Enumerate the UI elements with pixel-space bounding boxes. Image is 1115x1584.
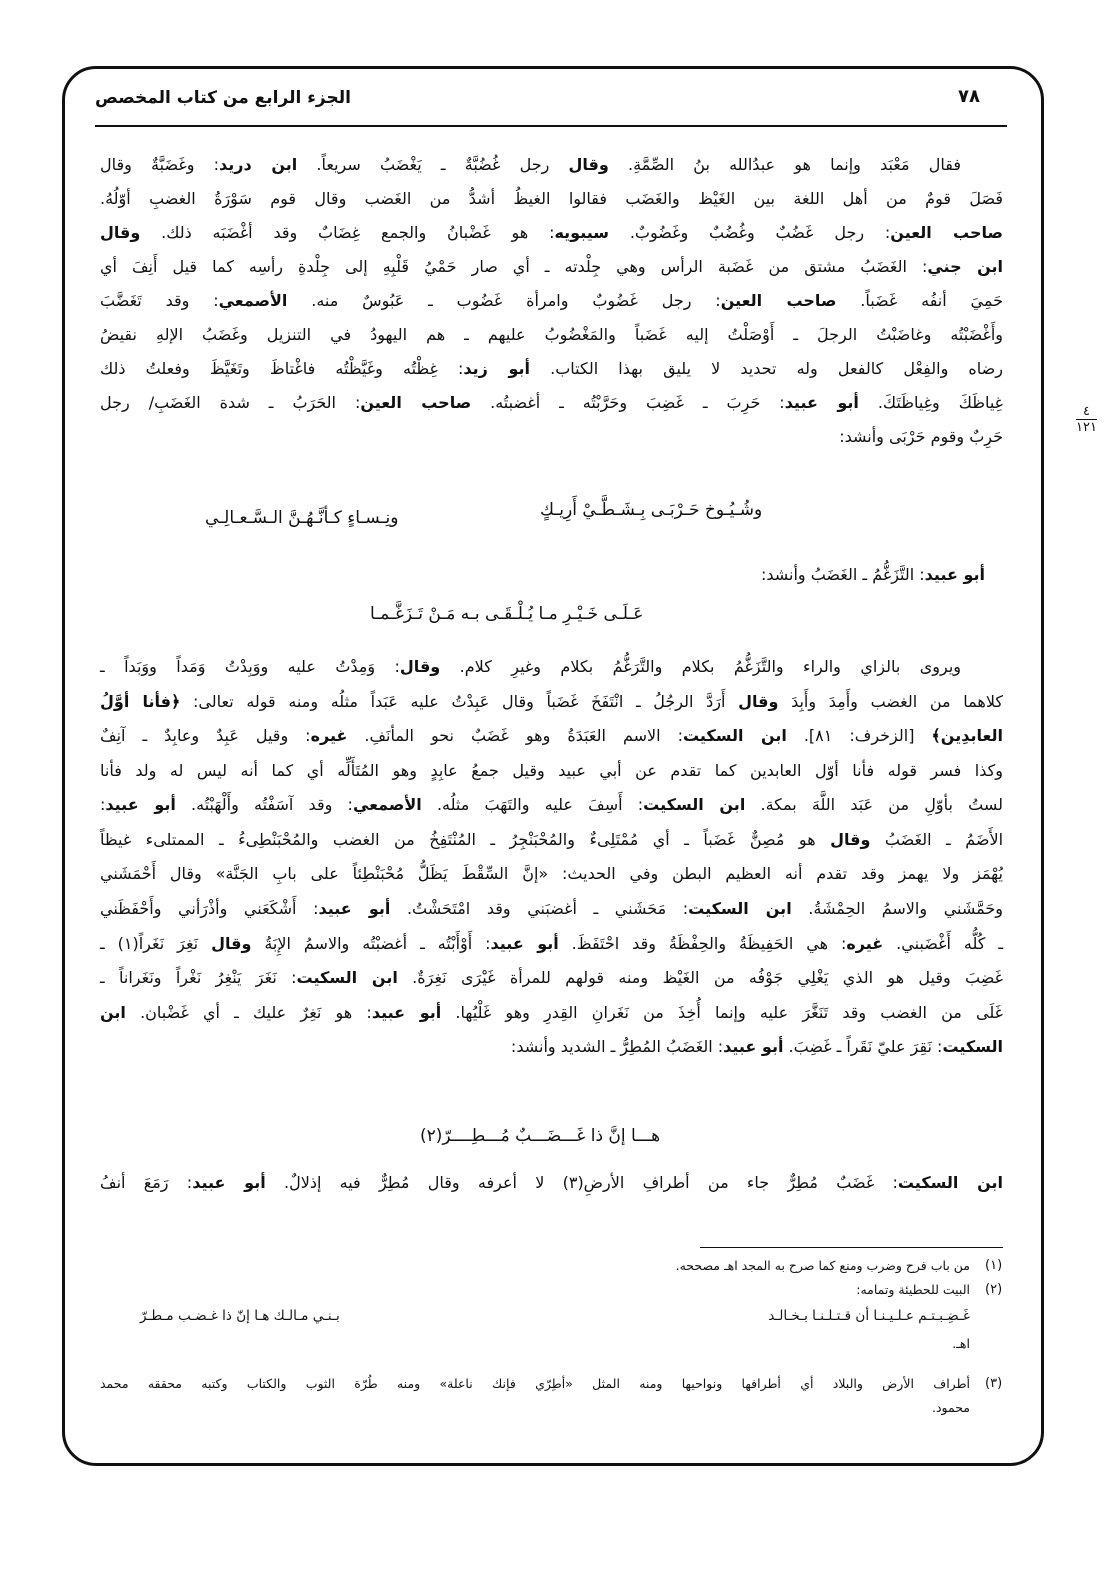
text-line	[100, 859, 1003, 889]
text-segment: : وقد تَغَضَّبَ	[100, 291, 219, 310]
text-segment: : مَحَشَني ـ أغضبَني وقد امْتَحَشْتُ.	[390, 899, 689, 918]
author-name: ابن	[100, 1003, 126, 1022]
text-line	[100, 184, 1003, 214]
author-name: وقال	[568, 155, 609, 174]
author-name: أبو عبيد	[784, 393, 859, 412]
running-header-title: الجزء الرابع من كتاب المخصص	[95, 88, 351, 108]
text-line	[100, 150, 961, 180]
author-name: غيره	[846, 934, 884, 953]
author-name: أبو زيد	[463, 359, 531, 378]
text-segment: : حَرِبَ ـ غَضِبَ وحَرَّبْتُه ـ أغضبتُه.	[471, 393, 785, 412]
author-name: أبو عبيد	[318, 899, 391, 918]
text-line	[100, 721, 1003, 751]
text-segment: : نَقِرَ عليّ نَقَراً ـ غَضِبَ.	[783, 1037, 943, 1056]
author-name: أبو عبيد	[105, 795, 176, 814]
text-segment: غِياظَكَ وغِياظَتَكَ.	[858, 393, 1004, 412]
author-name: وقال	[100, 223, 141, 242]
text-segment: كلاهما من الغضب وأَمِدَ وأَبِدَ	[778, 692, 1004, 711]
text-segment: غَلَى من الغضب وقد تَنَغَّرَ عليه وإنما أُخِذَ من نَغَرانِ القِدرِ وهو غَلْيُها.	[441, 1003, 1004, 1022]
text-line	[100, 1032, 1003, 1062]
author-name: ﴿فأنا أوَّلُ	[100, 692, 181, 711]
text-line	[100, 354, 1003, 384]
text-segment: فقال مَعْبَد وإنما هو عبدُالله بنُ الصِّمَّةِ.	[608, 155, 962, 174]
text-segment: لستُ بأوّلِ من عَبَد اللَّهَ بمكة.	[745, 795, 1004, 814]
author-name: الأصمعي	[218, 291, 288, 310]
margin-note	[1076, 404, 1097, 435]
text-segment: : وقيل عَبِدٌ وعابِدٌ ـ آنِفٌ	[100, 726, 311, 745]
text-line	[100, 286, 1003, 316]
text-segment: : التَّزَغُّمُ ـ الغَضَبُ وأنشد:	[760, 565, 925, 584]
author-name: وقال	[738, 692, 779, 711]
text-line	[100, 929, 1003, 959]
text-segment: هو مُصِنٌّ غَضَباً ـ أي مُمْتَلِىءٌ والمُحْبَنْجِرُ ـ المُنْتَفِخُ من الغضب والمُحْبَنْطِىءُ ـ الممتلىء غيظاً	[100, 830, 831, 849]
author-name: ابن السكيت	[296, 968, 398, 987]
footnote-2-verse-second: بـنـي مـالـك هـا إنّ ذا غـضـب مـطـرّ	[140, 1308, 340, 1324]
author-name: وقال	[399, 657, 441, 676]
text-segment: : رَمَعَ أنفُ	[100, 1173, 193, 1192]
verse-1-first-hemistich: وشُـيُـوخ حَـرْبَـى بِـشَـطَّـيْ أَرِيـكٍ	[540, 500, 763, 520]
author-name: أبو عبيد	[723, 1037, 784, 1056]
text-segment: فَصَلَ قومٌ من أهل اللغة بين الغَيْظ والغَضَب فقالوا الغيظُ أشدُّ من الغَضب وقال قوم سَوْرَةُ الغضبِ أوّلُهُ.	[100, 189, 1003, 208]
text-segment: : الحَرَبُ ـ شدة الغَضَبِ/ رجل	[100, 393, 361, 412]
author-name: أبو عبيد	[490, 934, 559, 953]
author-name: صاحب العين	[720, 291, 837, 310]
text-segment: رضاه والفِعْل كالفعل وله تحديد لا يليق بهذا الكتاب.	[530, 359, 1003, 378]
footnote-2-end: اهـ.	[952, 1336, 970, 1351]
text-segment: : غَضَبٌ مُطِرٌّ جاء من أطرافِ الأرضِ(٣) لا أعرفه وقال مُطِرٌّ فيه إذلالٌ.	[265, 1173, 898, 1192]
text-segment: : الاسم العَبَدَةُ وهو غَضَبٌ نحو المأنَفِ.	[347, 726, 683, 745]
text-line	[100, 998, 1003, 1028]
text-segment: : هو غَضْبانُ والجمع غِضَابٌ وقد أغْضَبَه ذلك.	[140, 223, 555, 242]
text-segment: يُهْمَز ولا يهمز وقد تقدم أنه العظيم البطن وفي الحديث: «إنَّ السِّقْطَ يَظَلُّ مُحْبَنْطِئاً على بابِ الجَنَّة» وقال أَحْمَشَني	[100, 864, 1003, 883]
text-segment: : أَسِفَ عليه والتَهَبَ مثلُه.	[421, 795, 644, 814]
verse-3: هـــا إنَّ ذا غَـــضَـــبٌ مُـــطِــــرّ(٢)	[420, 1126, 661, 1146]
text-line	[100, 652, 961, 682]
margin-note-volume: ٤	[1076, 404, 1097, 420]
text-segment: وأَغْضَبْتُه وغاضَبْتُ الرجلَ ـ أَوْصَلْتُ إليه غَضَباً والمَغْضُوبُ عليهم ـ هم اليهودُ في التنزيل وغَضَبُ الإلهِ نقيضُ	[100, 325, 1003, 344]
text-segment: حَمِيَ أنفُه غَضَباً.	[836, 291, 1003, 310]
footnote-1-text: من باب فرح وضرب ومنع كما صرح به المجد اهـ مصححه.	[675, 1258, 970, 1273]
text-segment: : الغَضَبُ مشتق من غَضَبة الرأس وهي جِلْدته ـ أي صار حَمْيُ قَلْبِهِ إلى جِلْدةِ رأسِه كما قيل أَنِفَ أي	[100, 257, 928, 276]
footnote-3-text-cont: محمود.	[932, 1400, 970, 1415]
text-segment: غَضِبَ وقيل هو الذي يَغْلِي جَوْفُه من الغَيْظ ومنه قولهم للمرأة غَيْرَى نَغِرَةٌ.	[397, 968, 1004, 987]
text-segment: : وقد آسَفْتُه وأَلْهَبْتُه.	[175, 795, 353, 814]
header-rule	[95, 125, 1007, 127]
footnote-2-number: (٢)	[985, 1282, 1003, 1297]
text-segment: أَرَدَّ الرجُلُ ـ انْتَفَخَ غَضَباً وقال عَبِدْتُ عليه عَبَداً مثلُه ومنه قوله تعالى:	[180, 692, 739, 711]
author-name: وقال	[830, 830, 871, 849]
author-name: غيره	[310, 726, 348, 745]
text-segment: رجل غُضُبَّةٌ ـ يَغْضَبُ سريعاً.	[297, 155, 569, 174]
text-line	[100, 320, 1003, 350]
author-name: ابن السكيت	[682, 726, 787, 745]
author-name: أبو عبيد	[371, 1003, 442, 1022]
margin-note-page: ١٢١	[1076, 420, 1097, 435]
text-line	[100, 963, 1003, 993]
footnote-rule	[700, 1247, 1003, 1248]
text-segment: وحَمَّشَني والاسمُ الحِمْشَةُ.	[791, 899, 1004, 918]
text-segment: : وَمِدْتُ عليه ووَبِدْتُ وَمَداً ووَبَداً ـ	[100, 657, 400, 676]
text-line	[100, 825, 1003, 855]
text-line	[100, 687, 1003, 717]
text-line	[100, 422, 1003, 452]
author-name: سيبويه	[554, 223, 610, 242]
text-segment: : رجل غَضُبٌ وغُضُبٌ وغَضُوبٌ.	[609, 223, 891, 242]
text-segment: :	[100, 795, 106, 814]
author-name: أبو عبيد	[192, 1173, 266, 1192]
text-segment: نَغِرَ نَغَراً(١) ـ	[100, 934, 212, 953]
author-name: وقال	[211, 934, 252, 953]
text-segment: حَرِبٌ وقوم حَرْبَى وأنشد:	[839, 427, 1003, 446]
author-name: صاحب العين	[890, 223, 1003, 242]
text-line	[100, 560, 985, 590]
author-name: أبو عبيد	[924, 565, 985, 584]
author-name: العابدِين﴾	[931, 726, 1003, 745]
footnote-3-text: أطراف الأرض والبلاد أي أطرافها ونواحيها ومنه المثل «أطِرّي فإنك ناعلة» ومنه طُرّة الثوب والكتاب وكتبه محققه محمد	[100, 1376, 970, 1391]
text-segment: : هو نَغِرٌ عليك ـ أي غَضْبان.	[125, 1003, 372, 1022]
text-segment: [الزخرف: ٨١].	[786, 726, 932, 745]
text-segment: : رجل غَضُوبٌ وامرأة غَضُوب ـ عَبُوسٌ منه.	[287, 291, 721, 310]
text-line	[100, 756, 1003, 786]
text-segment: : الغَضَبُ المُطِرُّ ـ الشديد وأنشد:	[510, 1037, 724, 1056]
text-line	[100, 252, 1003, 282]
footnote-2-text: البيت للحطيئة وتمامه:	[856, 1282, 970, 1297]
text-line	[100, 1168, 1003, 1198]
text-segment: : هي الحَفِيظَةُ والحِفْظَةُ وقد احْتَفَظَ.	[558, 934, 847, 953]
verse-1-second-hemistich: ونِـسـاءٍ كـأنَّـهُـنَّ الـسَّـعـالِـي	[205, 508, 399, 528]
text-segment: : وغَضَبَّةٌ وقال	[100, 155, 219, 174]
author-name: ابن دريد	[219, 155, 298, 174]
text-segment: ـ كُلُّه أَغْضَبني.	[883, 934, 1004, 953]
text-segment: ويروى بالزاي والراء والتَّزَغُّمُ بكلام والتَّرَغُّمُ بكلام وغيرِ كلام.	[440, 657, 962, 676]
page-number: ٧٨	[958, 86, 980, 107]
footnote-3-number: (٣)	[985, 1376, 1003, 1391]
text-segment: الأَضَمُ ـ الغَضَبُ	[870, 830, 1004, 849]
text-line	[100, 218, 1003, 248]
text-line	[100, 790, 1003, 820]
author-name: الأصمعي	[352, 795, 422, 814]
text-line	[100, 894, 1003, 924]
verse-2: عَـلَـى خَـيْـرِ مـا يُـلْـقَـى بـه مَـنْ تَـزَغَّـمـا	[370, 604, 644, 624]
text-segment: : أَوْأَبْتُه ـ أغضبْتُه والاسمُ الإِبَةُ	[251, 934, 491, 953]
footnote-1-number: (١)	[985, 1258, 1003, 1273]
text-segment: : غِظْتُه وغَيَّظْتُه فاغْتاظَ وتَغَيَّظَ وفعلتُ ذلك	[100, 359, 464, 378]
author-name: ابن السكيت	[897, 1173, 1004, 1192]
author-name: ابن السكيت	[688, 899, 792, 918]
author-name: صاحب العين	[360, 393, 472, 412]
footnote-2-verse-first: غَـضِـبـتـم عـلـيـنـا أن قـتـلـنـا بـخـالـد	[768, 1308, 970, 1324]
text-segment: وكذا فسر قوله فأنا أوّل العابدين كما تقدم عن أبي عبيد وقيل جمعُ عابِدٍ وهو المُتَأَلِّه أي كما أنه ليس له ولد فأنا	[100, 761, 1003, 780]
author-name: ابن جني	[927, 257, 1003, 276]
text-line	[100, 388, 1003, 418]
author-name: ابن السكيت	[643, 795, 746, 814]
text-segment: : أَشْكَعَني وأذْرَأني وأَحْفَظَني	[100, 899, 319, 918]
text-segment: : نَغَرَ يَنْغِرُ نَغْراً ونَغَراناً ـ	[100, 968, 297, 987]
author-name: السكيت	[942, 1037, 1003, 1056]
